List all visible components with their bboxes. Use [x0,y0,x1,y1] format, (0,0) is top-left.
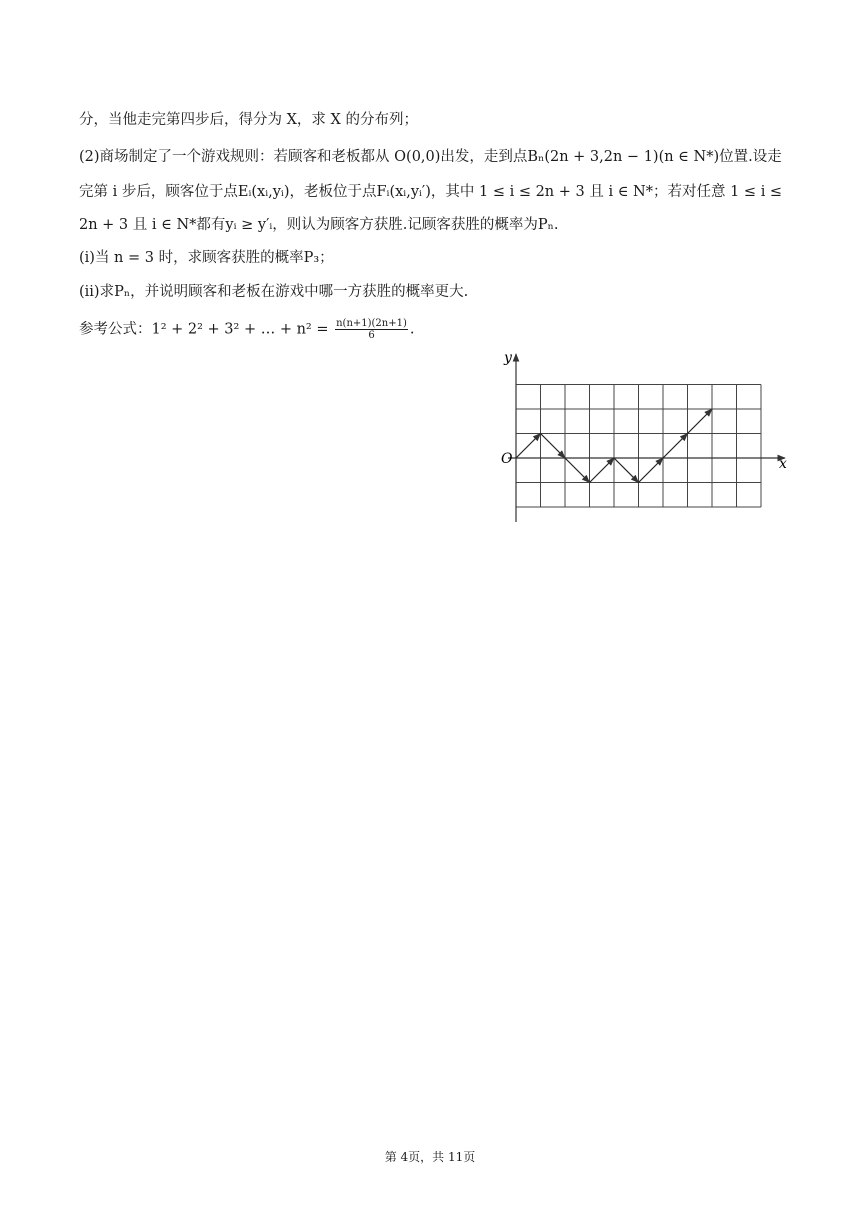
text-line-1: 分，当他走完第四步后，得分为 X，求 X 的分布列； [79,112,418,128]
text-line-2: (2)商场制定了一个游戏规则：若顾客和老板都从 O(0,0)出发，走到点Bₙ(2n + 3,2n − 1)(n ∈ N*)位置.设走 [79,149,782,165]
walk-step-arrow [663,434,688,459]
y-axis-label: y [504,350,512,366]
text-line-4: 2n + 3 且 i ∈ N*都有yᵢ ≥ y′ᵢ，则认为顾客方获胜.记顾客获胜的概率为Pₙ. [79,217,559,233]
formula-denominator: 6 [368,330,375,341]
formula-suffix: . [409,321,415,338]
walk-step-arrow [688,409,713,434]
walk-step-arrow [516,434,541,459]
walk-step-arrow [565,458,590,483]
walk-step-arrow [590,458,615,483]
walk-step-arrow [614,458,639,483]
formula-prefix: 参考公式：1² + 2² + 3² + … + n² = [79,321,329,338]
walk-step-arrow [639,458,664,483]
formula-fraction [335,318,408,341]
formula-numerator: n(n+1)(2n+1) [336,318,407,329]
grid-walk-figure [498,350,798,526]
page-footer: 第 4页，共 11页 [384,1150,476,1164]
walk-step-arrow [541,434,566,459]
text-line-3: 完第 i 步后，顾客位于点Eᵢ(xᵢ,yᵢ)，老板位于点Fᵢ(xᵢ,yᵢ′)，其中 1 ≤ i ≤ 2n + 3 且 i ∈ N*；若对任意 1 ≤ i ≤ [79,184,783,200]
x-axis-label: x [779,456,787,472]
origin-label: O [501,451,513,467]
text-line-5: (i)当 n = 3 时，求顾客获胜的概率P₃； [79,250,334,266]
reference-formula [79,318,784,341]
text-line-6: (ii)求Pₙ，并说明顾客和老板在游戏中哪一方获胜的概率更大. [79,284,469,300]
